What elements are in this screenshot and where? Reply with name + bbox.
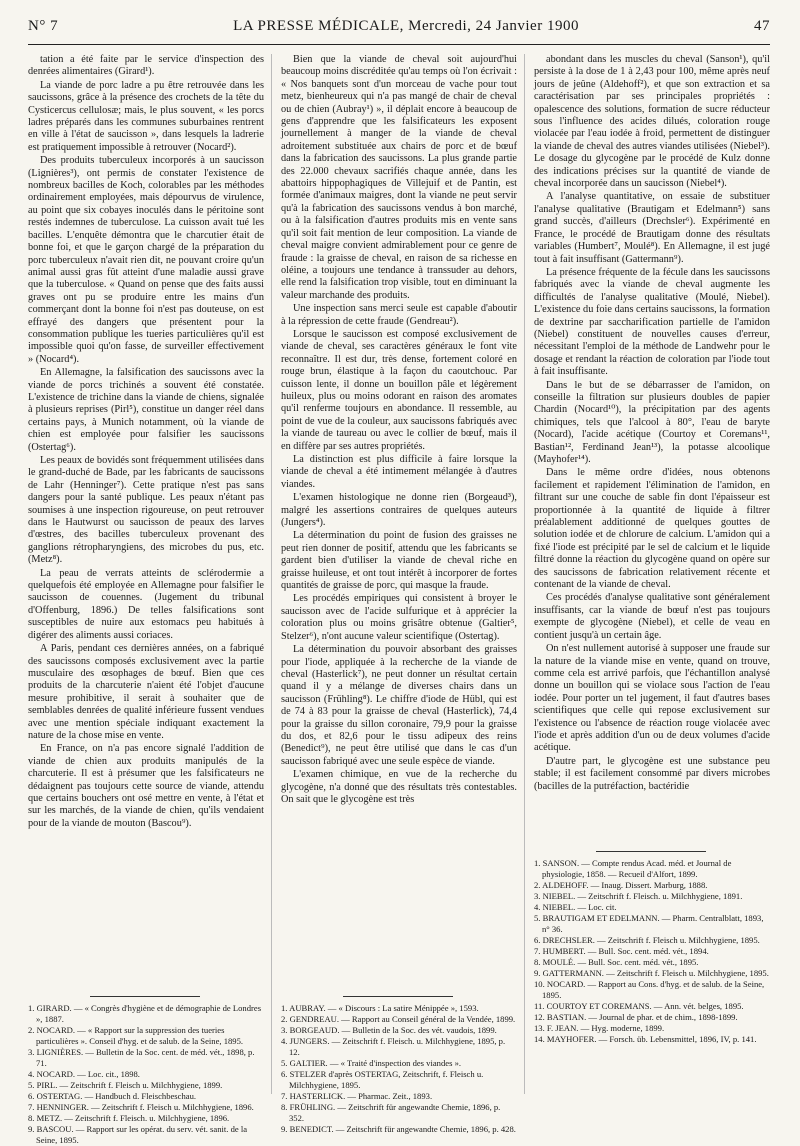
footnote: 3. LIGNIÈRES. — Bulletin de la Soc. cent. de méd. vét., 1898, p. 71. — [28, 1047, 255, 1068]
footnote-rule — [596, 851, 706, 852]
paragraph: Une inspection sans merci seule est capable d'aboutir à la répression de cette fraude (Gendreau²). — [281, 303, 517, 327]
paragraph: La détermination du pouvoir absorbant des graisses pour l'iode, appliquée à la recherche de la viande de cheval (Hasterlick⁷), ne peut donner un résultat certain quand il y a mélange de diverses chairs dans un saucisson (Frühling⁸). Le chiffre d'iode de Hübl, qui est de 74 à 83 pour la graisse de cheval (Hasterlick), 74,4 pour la graisse du sillon coronaire, 79,9 pour la graisse du dos, et 82,6 pour le tissu adipeux des reins (Benedict⁹), ne peut être utilisé que dans le cas d'un saucisson fabriqué avec une seule espèce de viande. — [281, 644, 517, 767]
footnote: 10. NOCARD. — Rapport au Cons. d'hyg. et de salub. de la Seine, 1895. — [534, 979, 765, 1000]
footnote: 5. GALTIER. — « Traité d'inspection des viandes ». — [281, 1058, 462, 1068]
footnotes-column-3 — [534, 858, 770, 1045]
footnote: 8. FRÜHLING. — Zeitschrift für angewandte Chemie, 1896, p. 352. — [281, 1102, 501, 1123]
footnote: 1. GIRARD. — « Congrès d'hygiène et de démographie de Londres », 1887. — [28, 1003, 262, 1024]
footnote: 7. HUMBERT. — Bull. Soc. cent. méd. vét., 1894. — [534, 946, 709, 956]
footnote: 1. AUBRAY. — « Discours : La satire Ménippée », 1593. — [281, 1003, 479, 1013]
footnote: 2. NOCARD. — « Rapport sur la suppression des tueries particulières ». Conseil d'hyg. et de salub. de la Seine, 1895. — [28, 1025, 244, 1046]
column-divider — [271, 54, 272, 1094]
footnote: 7. HENNINGER. — Zeitschrift f. Fleisch u. Milchhygiene, 1896. — [28, 1102, 254, 1112]
paragraph: D'autre part, le glycogène est une substance peu stable; il est facilement consommé par divers microbes (bacilles de la putréfaction, bactéridie — [534, 755, 770, 792]
footnote: 8. MOULÉ. — Bull. Soc. cent. méd. vét., 1895. — [534, 957, 699, 967]
footnote: 6. OSTERTAG. — Handbuch d. Fleischbeschau. — [28, 1091, 197, 1101]
footnote: 5. BRAUTIGAM ET EDELMANN. — Pharm. Centralblatt, 1893, n° 36. — [534, 913, 764, 934]
footnote: 13. F. JEAN. — Hyg. moderne, 1899. — [534, 1023, 665, 1033]
paragraph: En Allemagne, la falsification des saucissons avec la viande de porcs trichinés a souvent été constatée. L'existence de trichine dans la viande de chiens, signalée à plusieurs reprises (Pirl⁵), constitue un danger réel dans certains pays, à Munich notamment, où la viande de chien est employée pour falsifier les saucissons (Ostertag⁶). — [28, 367, 264, 453]
column-2 — [281, 54, 517, 806]
paragraph: La détermination du point de fusion des graisses ne peut rien donner de positif, attendu que les fabricants se gardent bien d'utiliser la viande de cheval riche en graisse huileuse, et ont tout intérêt à incorporer de fortes quantités de graisse de porc, qui masque la fraude. — [281, 530, 517, 592]
page-header — [28, 18, 770, 44]
paragraph: abondant dans les muscles du cheval (Sanson¹), qu'il persiste à la dose de 1 à 2,43 pour 100, même après neuf jours de jeûne (Aldehoff²), et que son extraction et sa caractérisation par ses principales propriétés : opalescence des solutions, formation de sucre réducteur sous l'influence des acides dilués, coloration rouge violacée par l'eau iodée à froid, permettent de distinguer la viande de cheval des autres viandes utilisées (Niebel³). Le dosage du glycogène par le procédé de Kulz donne des indications précises sur la quantité de viande de cheval incorporée dans un saucisson (Niebel⁴). — [534, 54, 770, 190]
journal-title: LA PRESSE MÉDICALE, Mercredi, 24 Janvier 1900 — [233, 18, 579, 34]
paragraph: La viande de porc ladre a pu être retrouvée dans les saucissons, grâce à la présence des crochets de la tête du Cysticercus cellulosæ; mais, le plus souvent, « les porcs ladres préparés dans les communes suburbaines rentrent en ville à l'état de saucisson », dans lesquels la ladrerie est pratiquement impossible à retrouver (Nocard²). — [28, 79, 264, 153]
paragraph: Lorsque le saucisson est composé exclusivement de viande de cheval, ses caractères généraux le font vite reconnaître. Il est dur, très dense, fortement coloré en rouge brun, élastique à la façon du caoutchouc. Par cuisson lente, il donne un bouillon pâle et légèrement huileux, plus ou moins odorant en raison des aromates qu'il renferme toujours en abondance. Il ressemble, au point de vue de la couleur, aux saucissons fabriqués avec la viande de taureau ou avec le collier de bœuf, mais il en diffère par ses autres propriétés. — [281, 328, 517, 452]
footnote-rule — [90, 996, 200, 997]
footnote: 6. STELZER d'après OSTERTAG, Zeitschrift, f. Fleisch u. Milchhygiene, 1895. — [281, 1069, 484, 1090]
paragraph: A Paris, pendant ces dernières années, on a fabriqué des saucissons composés exclusivement avec la partie musculaire des œsophages de bœuf. Bien que ces produits de la charcuterie n'aient été l'objet d'aucune mesure prohibitive, il serait à souhaiter que de semblables denrées de qualité inférieure fussent vendues avec une mention spéciale indiquant exactement la nature de la chose mise en vente. — [28, 643, 264, 741]
paragraph: Dans le même ordre d'idées, nous obtenons facilement et rapidement l'élimination de l'amidon, en filtrant sur une couche de sable fin dont l'épaisseur est proportionnée à la quantité de liquide à filtrer préalablement additionné de quelques gouttes de solution iodée et de chlorure de calcium. L'amidon qui a fixé l'iode est précipité par le sel de calcium et le liquide filtré donne la réaction du glycogène quand on opère sur des saucissons de fabrication relativement récente et contenant de la viande de cheval. — [534, 467, 770, 591]
paragraph: En France, on n'a pas encore signalé l'addition de viande de chien aux produits manipulés de la charcuterie. Il est à présumer que les falsificateurs ne dédaignent pas toujours cette source de viande, attendu que certains bouchers ont osé mettre en vente, à l'état et sur les marchés, de la viande de chien, qu'ils vendaient pour de la viande de mouton (Bascou⁹). — [28, 743, 264, 829]
footnotes-column-2 — [281, 1003, 517, 1135]
paragraph: Dans le but de se débarrasser de l'amidon, on conseille la filtration sur plusieurs doubles de papier Chardin (Nocard¹⁰), la précipitation par des agents chimiques, tels que l'alcool à 80°, l'eau de baryte (Nocard), l'acide acétique (Courtoy et Coremans¹¹, Bastian¹², Ferdinand Jean¹³), la potasse alcoolique (Mayhofer¹⁴). — [534, 379, 770, 465]
footnote: 5. PIRL. — Zeitschrift f. Fleisch u. Milchhygiene, 1899. — [28, 1080, 223, 1090]
footnote: 4. NOCARD. — Loc. cit., 1898. — [28, 1069, 140, 1079]
paragraph: Ces procédés d'analyse qualitative sont généralement insuffisants, car la viande de bœuf n'est pas toujours exempte de glycogène (Niebel), et celle de veau en contient jusqu'à un certain âge. — [534, 592, 770, 641]
footnote: 12. BASTIAN. — Journal de phar. et de chim., 1898-1899. — [534, 1012, 738, 1022]
paragraph: La présence fréquente de la fécule dans les saucissons fabriqués avec la viande de cheval augmente les difficultés de l'analyse qualitative (Moulé, Niebel). L'existence du foie dans certains saucissons, la formation de dextrine par saccharification partielle de l'amidon (Niebel) constituent de nouvelles causes d'erreur, nécessitant l'emploi de la méthode de Landwehr pour le dosage et rendant la réaction de coloration par l'iode tout à fait insuffisante. — [534, 266, 770, 378]
page-number: 47 — [754, 18, 770, 34]
footnote: 14. MAYHOFER. — Forsch. üb. Lebensmittel, 1896, IV, p. 141. — [534, 1034, 757, 1044]
paragraph: Des produits tuberculeux incorporés à un saucisson (Lignières³), ont permis de constater l'existence de nombreux bacilles de Koch, colorables par les méthodes ordinairement employées, mais dépourvus de virulence, au point que six cobayes inoculés dans le péritoine sont restés indemnes de tuberculose. La cuisson avait tué les bacilles. L'enquête démontra que le charcutier était de bonne foi, et que le garçon chargé de la préparation du porc tuberculeux n'avait rien dit, ne pouvant croire qu'un animal aussi gras fût atteint d'une maladie aussi grave que la tuberculose. « Quand on pense que des faits aussi graves ont pu se produire entre les mains d'un commerçant dont la bonne foi n'est pas douteuse, on est effrayé des dangers que présentent pour la consommation publique les tueries particulières qu'il est impossible quoi qu'on fasse, de surveiller effectivement » (Nocard⁴). — [28, 155, 264, 365]
footnote: 4. JUNGERS. — Zeitschrift f. Fleisch. u. Milchhygiene, 1895, p. 12. — [281, 1036, 506, 1057]
footnote-rule — [343, 996, 453, 997]
footnote: 4. NIEBEL. — Loc. cit. — [534, 902, 617, 912]
paragraph: Les peaux de bovidés sont fréquemment utilisées dans le grand-duché de Bade, par les fabricants de saucissons de Lahr (Henninger⁷). Cette pratique n'est pas sans dangers pour la santé publique. Les peaux n'étant pas soumises à une inspection rigoureuse, on peut retrouver dans le Hautwurst ou saucisson de peaux des larves d'œstres, des bacilles tuberculeux provenant des ganglions rétropharyngiens, des microbes du pus, etc. (Metz⁸). — [28, 455, 264, 566]
paragraph: Bien que la viande de cheval soit aujourd'hui beaucoup moins discréditée qu'au temps où l'on écrivait : « Nos banquets sont d'un morceau de vache pour tout metz, bienheureux qui n'a pas mangé de chair de cheval ou de chien (Aubray¹) », il déplait encore à beaucoup de gens d'apprendre que les falsificateurs les exposent journellement à manger de la viande de cheval adroitement substituée aux chairs de porc et de bœuf dans la fabrication des saucissons. La plus grande partie des 22.000 chevaux sacrifiés chaque année, dans les abattoirs hippophagiques de Villejuif et de Pantin, est formée d'animaux maigres, dont la viande ne peut servir qu'à la fabrication des saucissons vendus à bon marché, ou à la falsification d'autres produits mis en vente sans qu'il soit fait mention de leur composition. La viande de cheval maigre convient admirablement pour ce genre de fraude : la graisse de cheval, en raison de sa richesse en oléine, a toujours une tendance à transsuder au dehors, elle rend la falsification trop visible, tout en diminuant la valeur marchande des produits. — [281, 54, 517, 301]
footnote: 6. DRECHSLER. — Zeitschrift f. Fleisch u. Milchhygiene, 1895. — [534, 935, 760, 945]
footnote: 9. GATTERMANN. — Zeitschrift f. Fleisch u. Milchhygiene, 1895. — [534, 968, 769, 978]
footnote: 8. METZ. — Zeitschrift f. Fleisch. u. Milchhygiene, 1896. — [28, 1113, 230, 1123]
footnote: 9. BASCOU. — Rapport sur les opérat. du serv. vét. sanit. de la Seine, 1895. — [28, 1124, 248, 1145]
footnote: 11. COURTOY ET COREMANS. — Ann. vét. belges, 1895. — [534, 1001, 744, 1011]
paragraph: La distinction est plus difficile à faire lorsque la viande de cheval a été intimement mélangée à d'autres viandes. — [281, 454, 517, 490]
footnote: 3. NIEBEL. — Zeitschrift f. Fleisch. u. Milchhygiene, 1891. — [534, 891, 743, 901]
footnote: 7. HASTERLICK. — Pharmac. Zeit., 1893. — [281, 1091, 433, 1101]
footnote: 3. BORGEAUD. — Bulletin de la Soc. des vét. vaudois, 1899. — [281, 1025, 497, 1035]
paragraph: L'examen chimique, en vue de la recherche du glycogène, n'a donné que des résultats très contestables. On sait que le glycogène est très — [281, 769, 517, 805]
paragraph: tation a été faite par le service d'inspection des denrées alimentaires (Girard¹). — [28, 54, 264, 78]
column-1 — [28, 54, 264, 830]
footnote: 2. ALDEHOFF. — Inaug. Dissert. Marburg, 1888. — [534, 880, 708, 890]
footnote: 9. BENEDICT. — Zeitschrift für angewandte Chemie, 1896, p. 428. — [281, 1124, 516, 1134]
paragraph: A l'analyse quantitative, on essaie de substituer l'analyse qualitative (Brautigam et Edelmann⁵) sans grand succès, d'ailleurs (Drechsler⁶). Expérimenté en France, le procédé de Brautigam donne des résultats variables (Humbert⁷, Moulé⁸). En Allemagne, il est jugé tout à fait insuffisant (Gattermann⁹). — [534, 191, 770, 265]
paragraph: La peau de verrats atteints de sclérodermie a quelquefois été employée en Allemagne pour falsifier le saucisson de couennes. (Jugement du tribunal d'Offenburg, 1896.) De telles falsifications sont susceptibles de nuire aux estomacs peu habitués à digérer des aliments aussi coriaces. — [28, 567, 264, 641]
paragraph: On n'est nullement autorisé à supposer une fraude sur la nature de la viande mise en vente, quand on trouve, comme cela est arrivé parfois, que l'échantillon analysé donne un bouillon qui se violace sous l'action de l'eau iodée. Pour porter un tel jugement, il faut d'autres bases scientifiques que celle qui repose exclusivement sur l'existence ou l'absence de réaction rouge violacée avec l'iode et après addition d'un ou de deux volumes d'acide acétique. — [534, 643, 770, 754]
column-divider — [524, 54, 525, 1094]
column-3 — [534, 54, 770, 793]
footnote: 1. SANSON. — Compte rendus Acad. méd. et Journal de physiologie, 1858. — Recueil d'Alfort, 1899. — [534, 858, 732, 879]
issue-number: N° 7 — [28, 18, 59, 34]
footnote: 2. GENDREAU. — Rapport au Conseil général de la Vendée, 1899. — [281, 1014, 516, 1024]
header-rule — [28, 44, 770, 45]
paragraph: L'examen histologique ne donne rien (Borgeaud³), malgré les assertions contraires de quelques auteurs (Jungers⁴). — [281, 492, 517, 529]
paragraph: Les procédés empiriques qui consistent à broyer le saucisson avec de l'acide sulfurique et à apprécier la coloration plus ou moins grisâtre obtenue (Galtier⁵, Stelzer⁶), n'ont aucune valeur scientifique (Ostertag). — [281, 593, 517, 642]
